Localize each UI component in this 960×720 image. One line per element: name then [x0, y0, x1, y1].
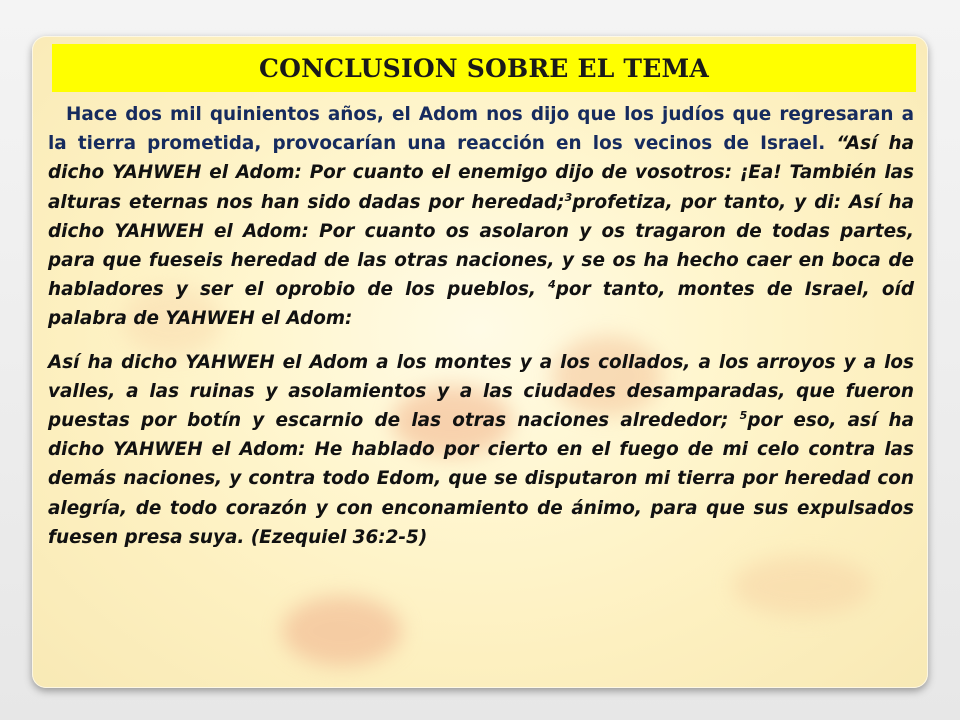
slide-body	[48, 100, 914, 552]
paragraph-2-part1: Así ha dicho YAHWEH el Adom a los montes y a los collados, a los arroyos y a los valles, a las ruinas y asolamientos y a las ciudades desamparadas, que fueron puestas por botín y escarnio de las otras naciones alrededor;	[48, 351, 914, 432]
paragraph-1-quote-part1: “Así ha dicho YAHWEH el Adom: Por cuanto el enemigo dijo de vosotros: ¡Ea! También las alturas eternas nos han sido dadas por heredad;	[48, 133, 914, 213]
verse-number-4: 4	[548, 278, 556, 292]
paragraph-1-quote-part3: por tanto, montes de Israel, oíd palabra de YAHWEH el Adom:	[48, 279, 915, 330]
verse-number-5: 5	[739, 408, 748, 422]
paragraph-2	[48, 348, 914, 552]
paragraph-1-lead: Hace dos mil quinientos años, el Adom nos dijo que los judíos que regresaran a la tierra prometida, provocarían una reacción en los vecinos de Israel.	[48, 104, 914, 155]
title-bar	[52, 44, 916, 92]
paragraph-1-quote-part2: profetiza, por tanto, y di: Así ha dicho YAHWEH el Adom: Por cuanto os asolaron y os tragaron de todas partes, para que fueseis heredad de las otras naciones, y se os ha hecho caer en boca de habladores y ser el oprobio de los pueblos,	[48, 191, 914, 301]
paragraph-1	[48, 100, 914, 334]
slide-title: CONCLUSION SOBRE EL TEMA	[259, 53, 709, 83]
verse-number-3: 3	[564, 190, 573, 204]
background-blob	[732, 556, 872, 616]
paragraph-2-part2: por eso, así ha dicho YAHWEH el Adom: He hablado por cierto en el fuego de mi celo contra las demás naciones, y contra todo Edom, que se disputaron mi tierra por heredad con alegría, de todo corazón y con enconamiento de ánimo, para que sus expulsados fuesen presa suya. (Ezequiel 36:2-5)	[48, 410, 914, 548]
background-blob	[282, 596, 402, 666]
